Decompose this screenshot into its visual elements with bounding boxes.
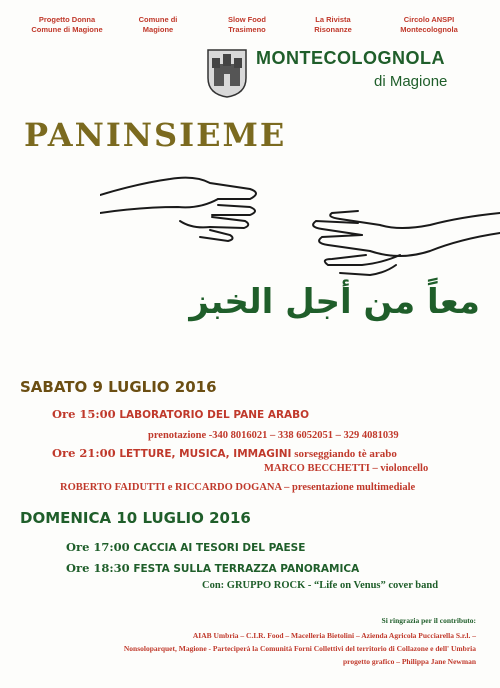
sponsor-line: Comune di [138, 15, 178, 24]
event-name: LETTURE, MUSICA, IMMAGINI [119, 448, 292, 460]
town-subtitle: di Magione [374, 73, 448, 90]
event-name: LABORATORIO DEL PANE ARABO [119, 409, 310, 421]
thanks-line-2: Nonsoloparquet, Magione - Parteciperà la Comunità Forni Collettivi del territorio di Collazone e dell' Umbria [123, 644, 476, 653]
sponsor-line: Circolo ANSPI [403, 15, 455, 24]
sponsor-line: Magione [142, 25, 174, 34]
sponsor-line: La Rivista [315, 15, 351, 24]
reaching-hands-illustration [100, 155, 500, 285]
day2-event-1 [66, 540, 305, 554]
event-time: Ore 21:00 [52, 446, 116, 460]
sponsor-slow-food [202, 15, 292, 35]
day2-event-2 [66, 561, 359, 575]
graphic-design-credit: progetto grafico – Philippa Jane Newman [343, 657, 476, 666]
event-time: Ore 15:00 [52, 407, 116, 421]
town-name: MONTECOLOGNOLA [256, 48, 445, 68]
sponsor-line: Montecolognola [400, 25, 458, 34]
event-time: Ore 18:30 [66, 561, 130, 575]
arabic-tagline: معاً من أجل الخبز [189, 282, 480, 322]
performer-cello: MARCO BECCHETTI – violoncello [264, 463, 429, 474]
sponsor-anspi [384, 15, 474, 35]
event-note: sorseggiando tè arabo [291, 448, 397, 460]
sponsor-line: Trasimeno [228, 25, 266, 34]
thanks-line-1: AIAB Umbria – C.I.R. Food – Macelleria Bietolini – Azienda Agricola Pucciarella S.r.l. – [192, 631, 476, 640]
thanks-heading: Si ringrazia per il contributo: [381, 616, 476, 625]
performer-multimedia: ROBERTO FAIDUTTI e RICCARDO DOGANA – presentazione multimediale [60, 482, 416, 493]
day2-heading: DOMENICA 10 LUGLIO 2016 [20, 509, 251, 527]
band-credit: Con: GRUPPO ROCK - “Life on Venus” cover band [202, 580, 439, 591]
sponsor-line: Progetto Donna [38, 15, 96, 24]
sponsor-comune [113, 15, 203, 35]
sponsor-line: Comune di Magione [31, 25, 103, 34]
town-crest-icon [206, 48, 248, 98]
sponsor-line: Slow Food [228, 15, 266, 24]
event-name: CACCIA AI TESORI DEL PAESE [133, 542, 306, 554]
poster-title: PANINSIEME [24, 116, 287, 154]
day1-event-1 [52, 407, 309, 421]
sponsor-line: Risonanze [314, 25, 352, 34]
sponsor-progetto-donna [22, 15, 112, 35]
event-time: Ore 17:00 [66, 540, 130, 554]
sponsor-risonanze [288, 15, 378, 35]
day1-heading: SABATO 9 LUGLIO 2016 [20, 378, 217, 396]
booking-phone-numbers: prenotazione -340 8016021 – 338 6052051 – 329 4081039 [148, 430, 399, 441]
day1-event-2 [52, 446, 397, 460]
event-name: FESTA SULLA TERRAZZA PANORAMICA [133, 563, 360, 575]
